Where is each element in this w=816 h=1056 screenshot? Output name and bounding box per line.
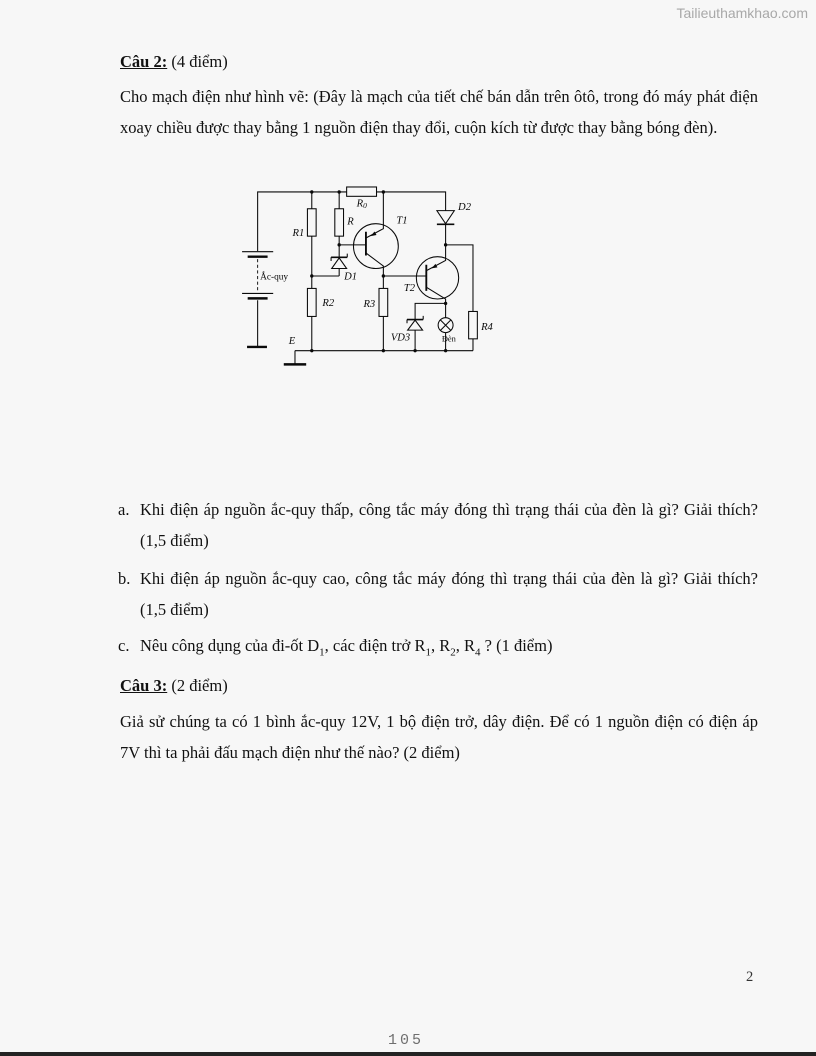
c-part: , R <box>431 636 451 655</box>
c-part: ? (1 điểm) <box>480 636 553 655</box>
q3-body-paragraph: Giả sử chúng ta có 1 bình ắc-quy 12V, 1 bộ điện trở, dây điện. Để có 1 nguồn điện có điện áp 7V thì ta phải đấu mạch điện như thế nào? (2 điểm) <box>120 712 758 762</box>
watermark: Tailieuthamkhao.com <box>676 5 808 21</box>
battery-acquy <box>242 252 288 347</box>
list-item-c-text <box>140 636 553 659</box>
lamp-den <box>438 303 457 350</box>
diode-vd3-label: VD3 <box>390 332 411 344</box>
list-item-a <box>118 494 758 556</box>
list-item-b-marker: b. <box>118 569 131 588</box>
list-item-c <box>118 630 758 661</box>
resistor-r <box>335 192 354 245</box>
resistor-r0-label: R0 <box>356 198 367 211</box>
resistor-r0 <box>347 187 377 210</box>
transistor-t2 <box>383 245 458 304</box>
list-item-b-text: Khi điện áp nguồn ắc-quy cao, công tắc máy đóng thì trạng thái của đèn là gì? Giải thích? (1,5 điểm) <box>140 569 758 619</box>
c-part: Nêu công dụng của đi-ốt D <box>140 636 320 655</box>
c-sub: 1 <box>319 646 325 659</box>
bottom-bar <box>0 1052 816 1056</box>
q3-heading-points: (2 điểm) <box>167 676 228 695</box>
transistor-t2-arrow <box>432 264 438 268</box>
resistor-r2-label: R2 <box>322 297 335 309</box>
resistor-r-label: R <box>347 216 354 228</box>
list-item-b <box>118 563 758 625</box>
list-item-a-text: Khi điện áp nguồn ắc-quy thấp, công tắc máy đóng thì trạng thái của đèn là gì? Giải thích? (1,5 điểm) <box>140 500 758 550</box>
diode-vd3 <box>391 303 446 350</box>
q2-heading-points: (4 điểm) <box>167 52 228 71</box>
resistor-r1 <box>291 192 316 276</box>
resistor-r3-label: R3 <box>363 299 376 311</box>
list-item-c-marker: c. <box>118 636 130 655</box>
q2-intro-paragraph: Cho mạch điện như hình vẽ: (Đây là mạch của tiết chế bán dẫn trên ôtô, trong đó máy phát điện xoay chiều được thay bằng 1 nguồn điện thay đổi, cuộn kích từ được thay bằng bóng đèn). <box>120 87 758 137</box>
diode-d1 <box>312 245 357 283</box>
list-item-a-marker: a. <box>118 500 130 519</box>
q3-heading-label: Câu 3: <box>120 676 168 695</box>
diode-d1-label: D1 <box>344 271 358 283</box>
resistor-r1-label: R1 <box>292 228 305 240</box>
transistor-t2-label: T2 <box>403 282 416 294</box>
page-number: 2 <box>746 969 754 985</box>
c-part: , các điện trở R <box>324 636 426 655</box>
c-part: , R <box>455 636 476 655</box>
diode-d2 <box>437 202 472 245</box>
transistor-t1 <box>339 192 407 276</box>
resistor-r4-label: R4 <box>481 322 493 334</box>
c-sub: 1 <box>425 646 431 659</box>
c-sub: 2 <box>450 646 456 659</box>
diode-d2-label: D2 <box>458 202 471 214</box>
node-e-label: E <box>288 335 296 347</box>
q2-heading-label: Câu 2: <box>120 52 168 71</box>
sheet-number: 105 <box>388 1032 425 1049</box>
circuit-diagram <box>230 182 650 482</box>
resistor-r2 <box>307 276 334 351</box>
q2-heading <box>120 46 228 77</box>
resistor-r3 <box>362 276 387 351</box>
c-sub: 4 <box>475 646 481 659</box>
q3-heading <box>120 670 228 701</box>
transistor-t1-label: T1 <box>396 215 408 227</box>
lamp-den-label: Đèn <box>441 334 456 344</box>
battery-label: Ắc-quy <box>260 272 289 283</box>
